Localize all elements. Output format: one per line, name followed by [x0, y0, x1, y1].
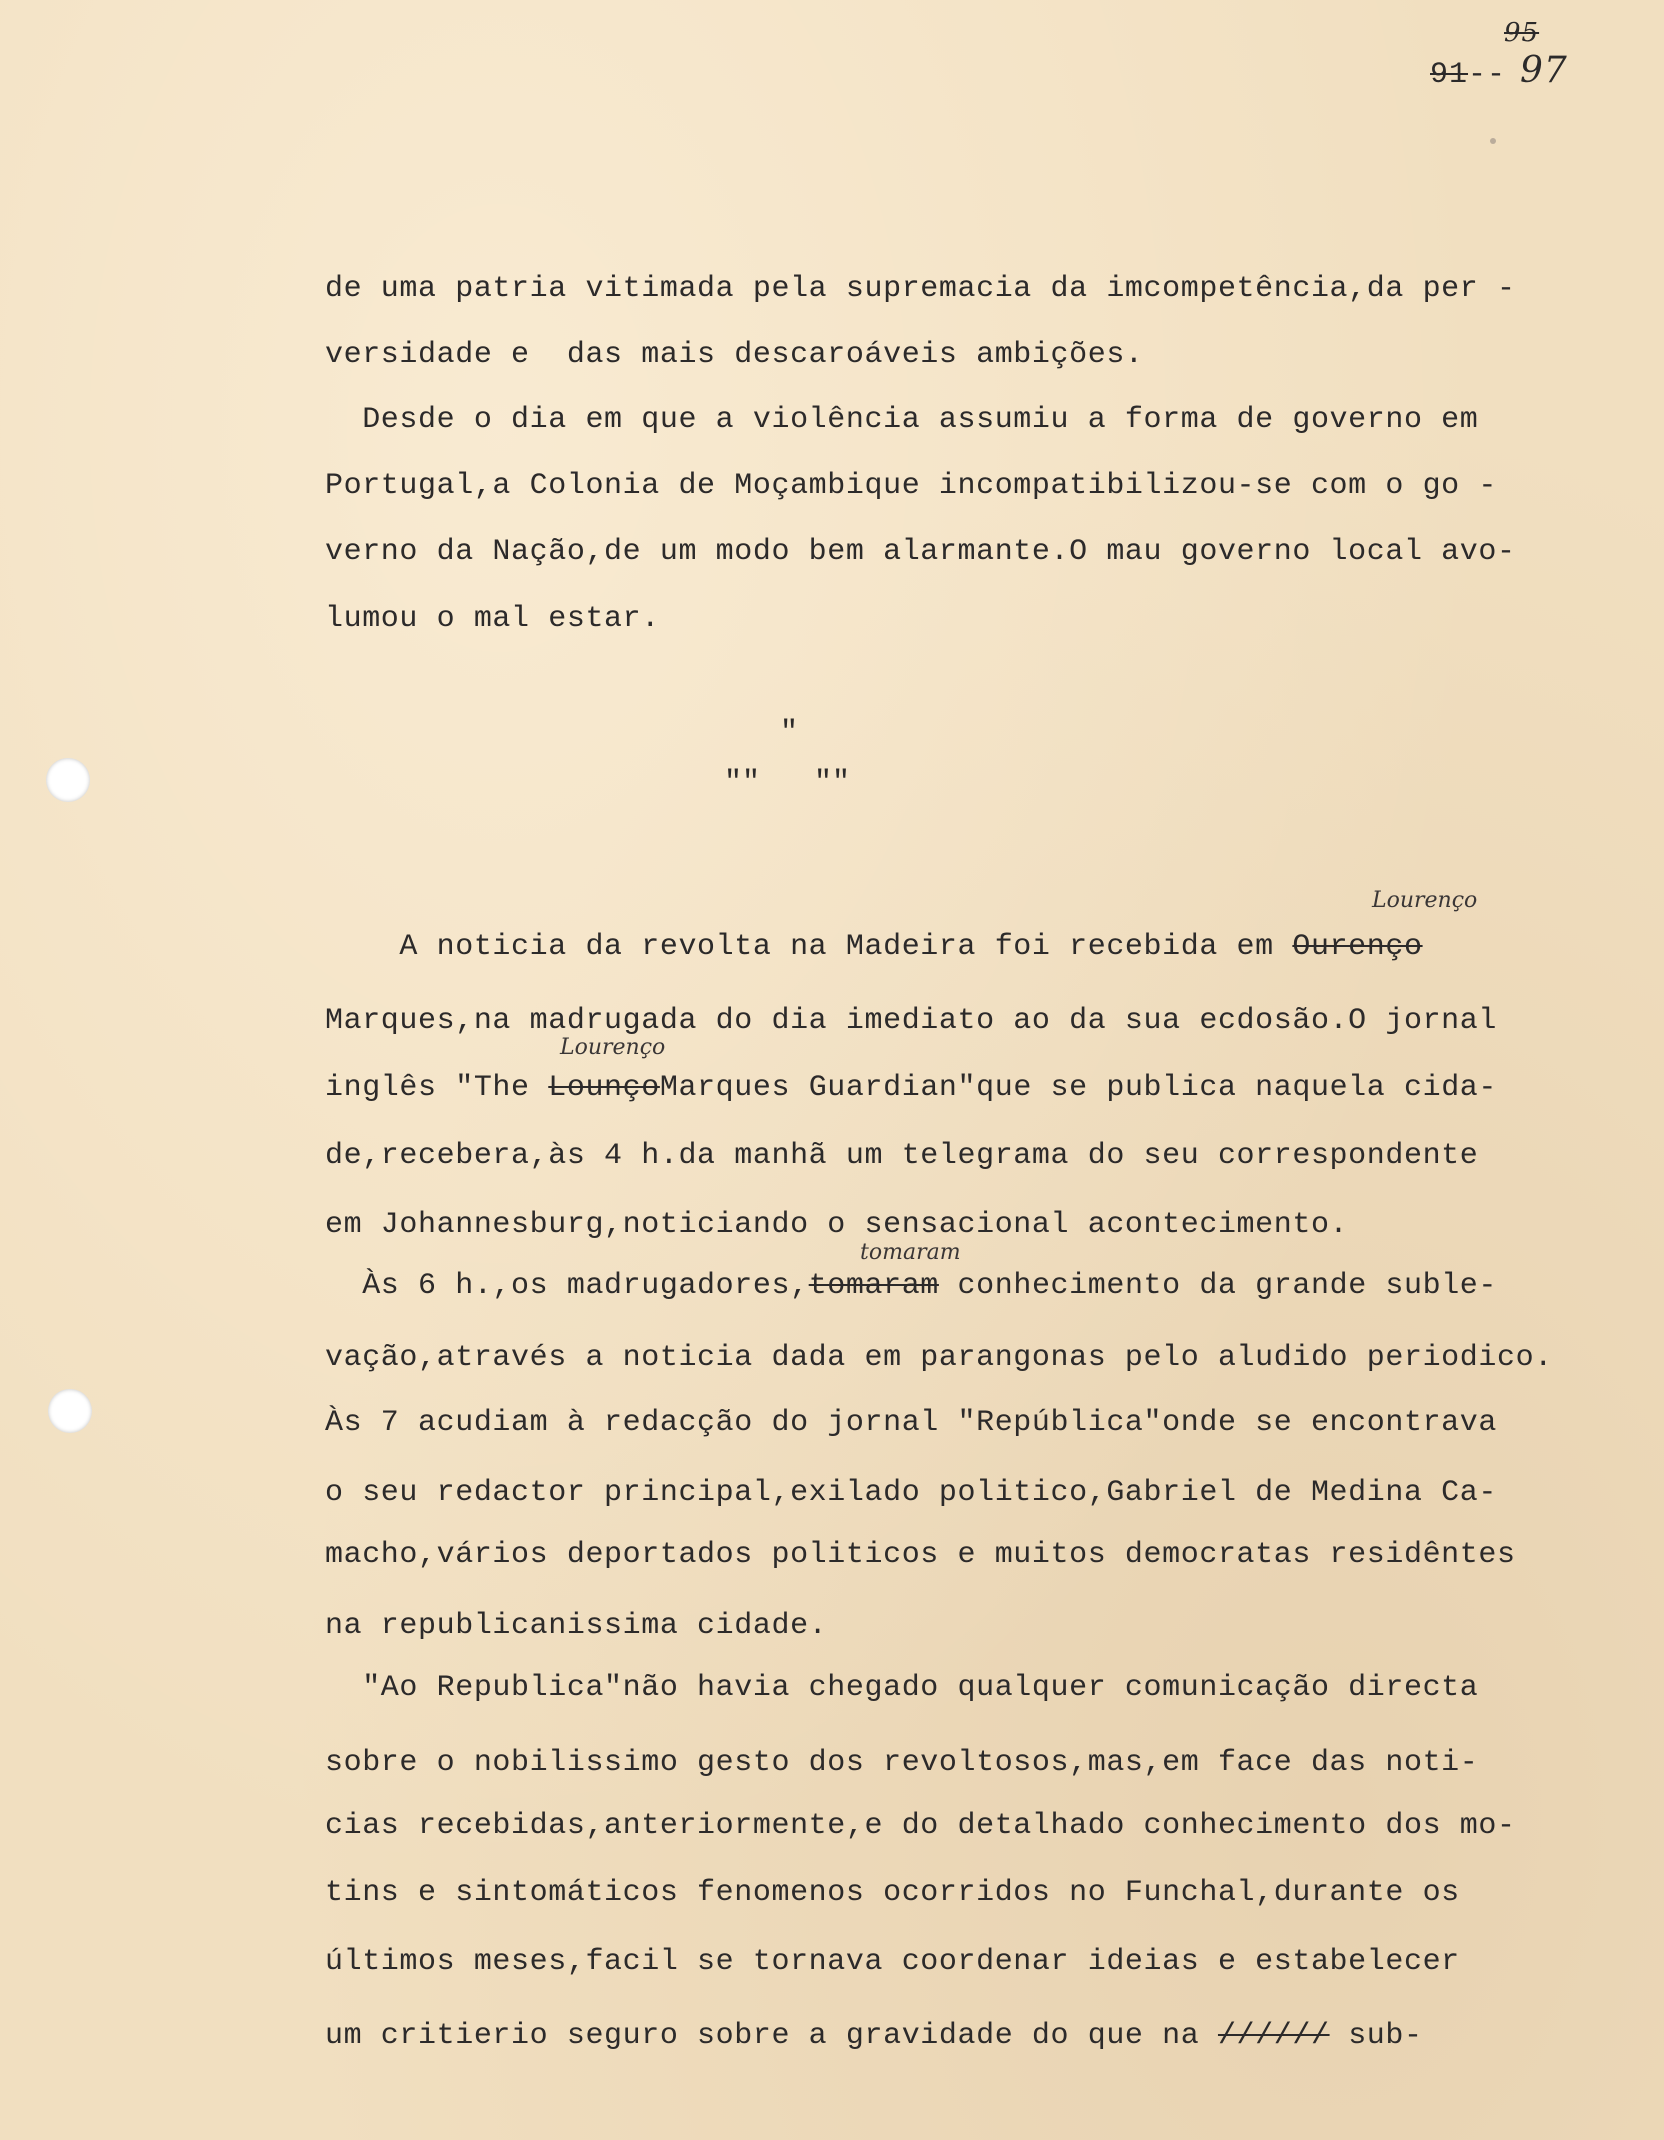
- text-line: [325, 929, 1423, 965]
- text-line: [325, 2018, 1423, 2054]
- text-span: Às 6 h.,os madrugadores,: [325, 1269, 809, 1303]
- text-line: lumou o mal estar.: [325, 602, 660, 636]
- text-span: inglês "The: [325, 1071, 549, 1105]
- text-line: o seu redactor principal,exilado politico,Gabriel de Medina Ca-: [325, 1476, 1497, 1510]
- text-line: Desde o dia em que a violência assumiu a forma de governo em: [325, 403, 1479, 437]
- text-line: [325, 1268, 1497, 1304]
- text-span: A noticia da revolta na Madeira foi recebida em: [325, 930, 1293, 964]
- text-line: Às 7 acudiam à redacção do jornal "República"onde se encontrava: [325, 1406, 1497, 1440]
- page-number-handwritten-struck: 95: [1504, 18, 1540, 48]
- text-line: verno da Nação,de um modo bem alarmante.O mau governo local avo-: [325, 535, 1516, 569]
- text-span: Marques Guardian"que se publica naquela cida-: [659, 1071, 1498, 1105]
- text-line: vação,através a noticia dada em parangonas pelo aludido periodico.: [325, 1341, 1553, 1375]
- text-line: de,recebera,às 4 h.da manhã um telegrama do seu correspondente: [325, 1139, 1479, 1173]
- text-span: sub-: [1348, 2019, 1423, 2053]
- text-line: na republicanissima cidade.: [325, 1609, 828, 1643]
- page-number-dashes: --: [1468, 58, 1507, 92]
- text-line: de uma patria vitimada pela supremacia da imcompetência,da per -: [325, 272, 1516, 306]
- struck-word: Ourenço: [1292, 930, 1423, 964]
- text-line: macho,vários deportados politicos e muitos democratas residêntes: [325, 1538, 1516, 1572]
- text-line: em Johannesburg,noticiando o sensacional acontecimento.: [325, 1208, 1349, 1242]
- page-number: [1430, 18, 1568, 92]
- handwritten-correction: tomaram: [860, 1240, 961, 1265]
- struck-word: tomaram: [808, 1269, 939, 1303]
- text-line: cias recebidas,anteriormente,e do detalhado conhecimento dos mo-: [325, 1809, 1516, 1843]
- handwritten-correction: Lourenço: [560, 1035, 666, 1060]
- text-line: tins e sintomáticos fenomenos ocorridos no Funchal,durante os: [325, 1876, 1460, 1910]
- text-line: [325, 1070, 1497, 1106]
- separator-top: ": [780, 716, 799, 750]
- handwritten-correction: Lourenço: [1372, 888, 1478, 913]
- punch-hole: [48, 1389, 92, 1433]
- text-line: sobre o nobilissimo gesto dos revoltosos,mas,em face das noti-: [325, 1746, 1479, 1780]
- text-line: "Ao Republica"não havia chegado qualquer comunicação directa: [325, 1671, 1479, 1705]
- punch-hole: [46, 758, 90, 802]
- struck-word: Lounço: [548, 1071, 660, 1105]
- text-span: um critierio seguro sobre a gravidade do que na: [325, 2019, 1218, 2053]
- text-line: últimos meses,facil se tornava coordenar ideias e estabelecer: [325, 1945, 1460, 1979]
- text-line: versidade e das mais descaroáveis ambições.: [325, 338, 1144, 372]
- text-span: conhecimento da grande suble-: [957, 1269, 1498, 1303]
- page-number-typed: 91: [1430, 58, 1469, 92]
- separator-bottom: "" "": [724, 766, 851, 800]
- page-number-handwritten: 97: [1520, 50, 1568, 91]
- struck-word: //////: [1217, 2019, 1330, 2053]
- text-line: Portugal,a Colonia de Moçambique incompatibilizou-se com o go -: [325, 469, 1497, 503]
- text-line: Marques,na madrugada do dia imediato ao da sua ecdosão.O jornal: [325, 1004, 1497, 1038]
- paper-mark: [1490, 138, 1496, 144]
